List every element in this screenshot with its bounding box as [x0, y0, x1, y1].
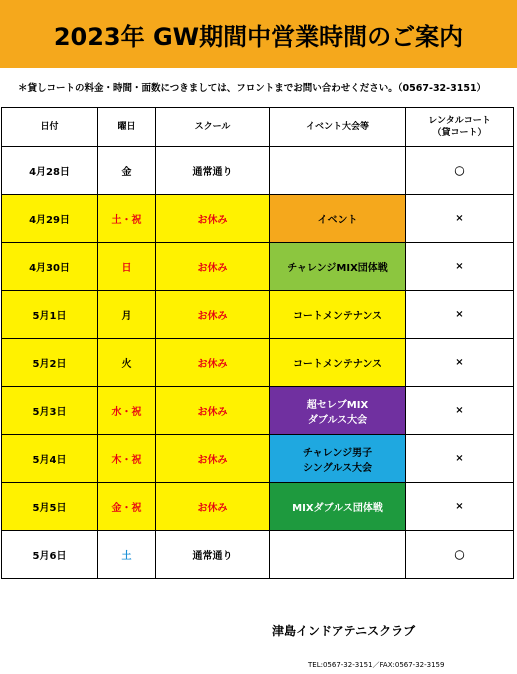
- event-label: チャレンジMIX団体戦: [287, 263, 388, 274]
- club-name: 津島インドアテニスクラブ: [272, 624, 416, 638]
- row-weekday: 土・祝: [98, 195, 156, 243]
- event-label: コートメンテナンス: [292, 359, 383, 370]
- row-date: 5月6日: [2, 531, 98, 579]
- row-date: 4月28日: [2, 147, 98, 195]
- row-date: 4月29日: [2, 195, 98, 243]
- row-rental: ×: [406, 435, 514, 483]
- row-date: 5月4日: [2, 435, 98, 483]
- table-row: [2, 339, 514, 387]
- row-school: お休み: [156, 195, 270, 243]
- header-school: スクール: [156, 108, 270, 147]
- row-weekday: 木・祝: [98, 435, 156, 483]
- event-label: MIXダブルス団体戦: [292, 503, 383, 514]
- row-event: [270, 147, 406, 195]
- row-event: [270, 531, 406, 579]
- row-rental: ×: [406, 195, 514, 243]
- contact-info: TEL:0567-32-3151／FAX:0567-32-3159: [308, 661, 445, 669]
- table-row: [2, 483, 514, 531]
- row-weekday: 金: [98, 147, 156, 195]
- row-date: 4月30日: [2, 243, 98, 291]
- row-rental: 〇: [406, 147, 514, 195]
- row-weekday: 金・祝: [98, 483, 156, 531]
- row-weekday: 土: [98, 531, 156, 579]
- event-label: コートメンテナンス: [292, 311, 383, 322]
- row-school: お休み: [156, 291, 270, 339]
- row-school: 通常通り: [156, 531, 270, 579]
- row-rental: ×: [406, 483, 514, 531]
- row-event: [270, 483, 406, 531]
- row-school: お休み: [156, 435, 270, 483]
- row-rental: ×: [406, 339, 514, 387]
- event-label: チャレンジ男子 シングルス大会: [302, 447, 373, 474]
- row-date: 5月2日: [2, 339, 98, 387]
- row-rental: ×: [406, 243, 514, 291]
- row-school: お休み: [156, 387, 270, 435]
- row-rental: ×: [406, 291, 514, 339]
- table-row: [2, 387, 514, 435]
- row-event: [270, 387, 406, 435]
- row-event: [270, 195, 406, 243]
- header-event: イベント大会等: [270, 108, 406, 147]
- row-weekday: 火: [98, 339, 156, 387]
- schedule-body: [2, 147, 514, 579]
- row-event: [270, 243, 406, 291]
- table-row: [2, 291, 514, 339]
- row-school: お休み: [156, 483, 270, 531]
- table-header-row: [2, 108, 514, 147]
- header-rental: [406, 108, 514, 147]
- table-row: [2, 531, 514, 579]
- header-date: 日付: [2, 108, 98, 147]
- row-rental: 〇: [406, 531, 514, 579]
- title-banner: [0, 0, 517, 68]
- page-title: 2023年 GW期間中営業時間のご案内: [53, 22, 464, 51]
- table-row: [2, 243, 514, 291]
- row-date: 5月1日: [2, 291, 98, 339]
- row-event: [270, 435, 406, 483]
- event-label: 超セレブMIX ダブルス大会: [306, 399, 369, 426]
- row-event: [270, 339, 406, 387]
- row-date: 5月5日: [2, 483, 98, 531]
- row-school: お休み: [156, 339, 270, 387]
- row-school: お休み: [156, 243, 270, 291]
- row-weekday: 水・祝: [98, 387, 156, 435]
- row-date: 5月3日: [2, 387, 98, 435]
- table-row: [2, 435, 514, 483]
- row-school: 通常通り: [156, 147, 270, 195]
- header-weekday: 曜日: [98, 108, 156, 147]
- schedule-table: [1, 107, 514, 579]
- event-label: イベント: [317, 215, 358, 226]
- header-rental-label: レンタルコート （貸コート）: [428, 116, 491, 138]
- table-row: [2, 195, 514, 243]
- row-weekday: 月: [98, 291, 156, 339]
- row-event: [270, 291, 406, 339]
- table-row: [2, 147, 514, 195]
- row-weekday: 日: [98, 243, 156, 291]
- rental-note: ＊貸しコートの料金・時間・面数につきましては、フロントまでお問い合わせください。（0567-32-3151）: [18, 83, 487, 94]
- row-rental: ×: [406, 387, 514, 435]
